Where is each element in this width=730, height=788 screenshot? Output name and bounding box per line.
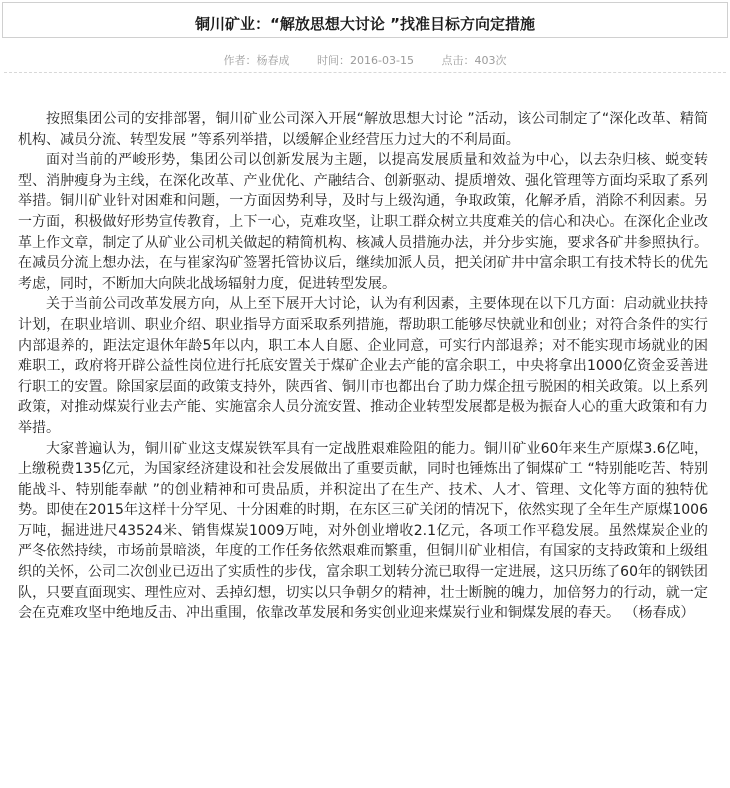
- article-author: 作者：杨春成: [223, 54, 290, 67]
- article-body: [18, 109, 708, 624]
- paragraph: 大家普遍认为，铜川矿业这支煤炭铁军具有一定战胜艰难险阻的能力。铜川矿业60年来生产原煤3.6亿吨，上缴税费135亿元，为国家经济建设和社会发展做出了重要贡献，同时也锤炼出了铜煤矿工 “特别能吃苦、特别能战斗、特别能奉献 ”的创业精神和可贵品质，并积淀出了在生产、技术、人才、管理、文化等方面的独特优势。即使在2015年这样十分罕见、十分困难的时期，在东区三矿关闭的情况下，依然实现了全年生产原煤1006万吨，掘进进尺43524米、销售煤炭1009万吨，对外创业增收2.1亿元，各项工作平稳发展。虽然煤炭企业的严冬依然持续，市场前景暗淡，年度的工作任务依然艰难而繁重，但铜川矿业相信，有国家的支持政策和上级组织的关怀，公司二次创业已迈出了实质性的步伐，富余职工划转分流已取得一定进展，这只历练了60年的钢铁团队，只要直面现实、理性应对、丢掉幻想，切实以只争朝夕的精神，壮士断腕的魄力，加倍努力的行动，就一定会在克难攻坚中绝地反击、冲出重围，依靠改革发展和务实创业迎来煤炭行业和铜煤发展的春天。 （杨春成）: [18, 440, 708, 622]
- paragraph: 关于当前公司改革发展方向，从上至下展开大讨论，认为有利因素，主要体现在以下几方面：启动就业扶持计划，在职业培训、职业介绍、职业指导方面采取系列措施，帮助职工能够尽快就业和创业；对符合条件的实行内部退养的，距法定退休年龄5年以内，职工本人自愿、企业同意，可实行内部退养；对不能实现市场就业的困难职工，政府将开辟公益性岗位进行托底安置关于煤矿企业去产能的富余职工，中央将拿出1000亿资金妥善进行职工的安置。除国家层面的政策支持外，陕西省、铜川市也都出台了助力煤企扭亏脱困的相关政策。以上系列政策，对推动煤炭行业去产能、实施富余人员分流安置、推动企业转型发展都是极为振奋人心的重大政策和有力举措。: [18, 296, 708, 436]
- article-time: 时间：2016-03-15: [317, 54, 414, 67]
- meta-divider: [4, 72, 726, 73]
- paragraph: 按照集团公司的安排部署，铜川矿业公司深入开展“解放思想大讨论 ”活动，该公司制定了“深化改革、精简机构、减员分流、转型发展 ”等系列举措，以缓解企业经营压力过大的不利局面。: [18, 111, 708, 148]
- paragraph: 面对当前的严峻形势，集团公司以创新发展为主题，以提高发展质量和效益为中心，以去杂归核、蜕变转型、消肿瘦身为主线，在深化改革、产业优化、产融结合、创新驱动、提质增效、强化管理等方面均采取了系列举措。铜川矿业针对困难和问题，一方面因势利导，及时与上级沟通，争取政策，化解矛盾，消除不利因素。另一方面，积极做好形势宣传教育，上下一心，克难攻坚，让职工群众树立共度难关的信心和决心。在深化企业改革上作文章，制定了从矿业公司机关做起的精简机构、核减人员措施办法，并分步实施，要求各矿井参照执行。在减员分流上想办法，在与崔家沟矿签署托管协议后，继续加派人员，把关闭矿井中富余职工有技术特长的优先考虑，同时，不断加大向陕北战场辐射力度，促进转型发展。: [18, 152, 708, 292]
- article-clicks: 点击：403次: [441, 54, 507, 67]
- article-title: 铜川矿业：“解放思想大讨论 ”找准目标方向定措施: [195, 15, 535, 33]
- article-meta: [0, 52, 730, 68]
- article-title-bar: [2, 2, 728, 38]
